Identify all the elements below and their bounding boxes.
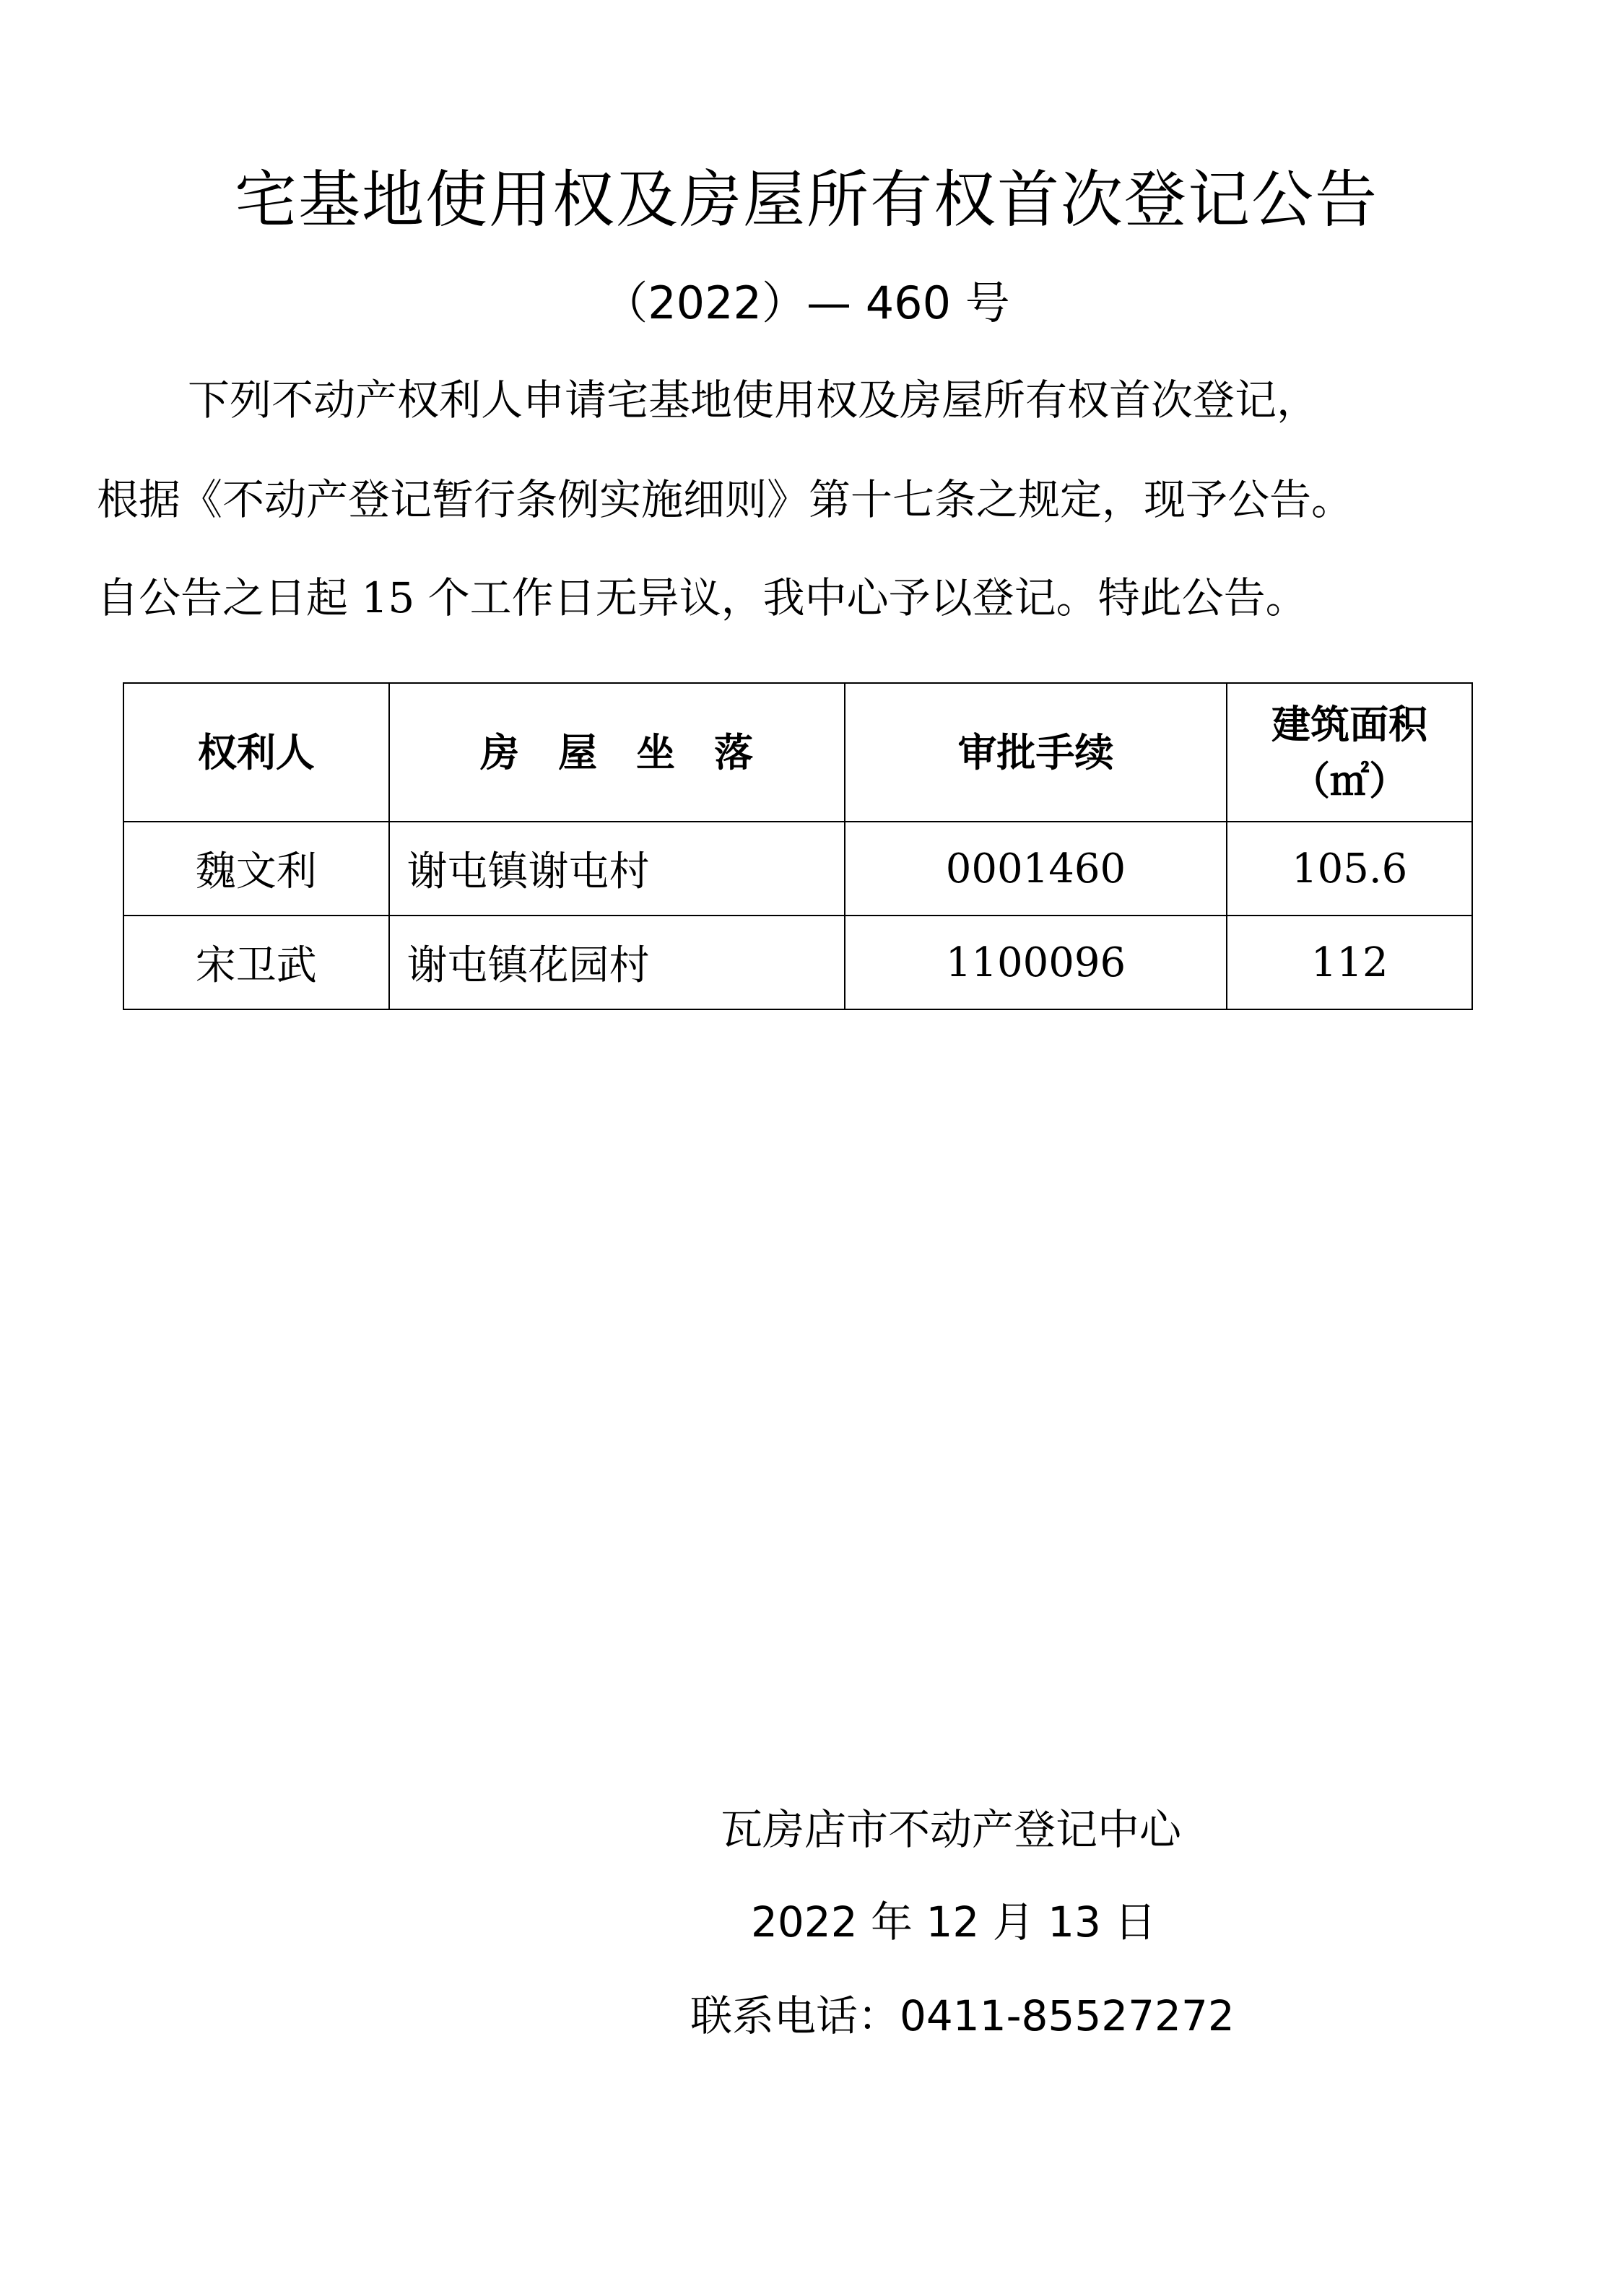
issue-date: 2022 年 12 月 13 日 (751, 1897, 1157, 1947)
header-building-area (1227, 683, 1472, 822)
cell-approval-number: 0001460 (845, 822, 1227, 916)
contact-phone: 联系电话：0411-85527272 (690, 1991, 1235, 2040)
cell-rights-holder: 魏文利 (123, 822, 389, 916)
document-number: （2022）— 460 号 (603, 277, 1010, 329)
header-building-area-label: 建筑面积 (1271, 701, 1428, 747)
cell-building-area: 112 (1227, 916, 1472, 1009)
registration-table (123, 682, 1473, 1010)
cell-approval-number: 1100096 (845, 916, 1227, 1009)
notice-paragraph-1: 下列不动产权利人申请宅基地使用权及房屋所有权首次登记， (188, 375, 1319, 425)
header-approval-procedure: 审批手续 (845, 683, 1227, 822)
cell-rights-holder: 宋卫武 (123, 916, 389, 1009)
notice-paragraph-2: 根据《不动产登记暂行条例实施细则》第十七条之规定，现予公告。 (97, 475, 1354, 524)
table-row (123, 822, 1472, 916)
cell-house-location: 谢屯镇花园村 (389, 916, 845, 1009)
issuing-organization: 瓦房店市不动产登记中心 (721, 1805, 1182, 1854)
header-house-location: 房 屋 坐 落 (389, 683, 845, 822)
header-building-area-unit: （㎡） (1291, 757, 1409, 804)
notice-title: 宅基地使用权及房屋所有权首次登记公告 (235, 164, 1378, 236)
notice-paragraph-3: 自公告之日起 15 个工作日无异议，我中心予以登记。特此公告。 (97, 573, 1308, 622)
table-header-row (123, 683, 1472, 822)
cell-building-area: 105.6 (1227, 822, 1472, 916)
cell-house-location: 谢屯镇谢屯村 (389, 822, 845, 916)
header-rights-holder: 权利人 (123, 683, 389, 822)
table-row (123, 916, 1472, 1009)
